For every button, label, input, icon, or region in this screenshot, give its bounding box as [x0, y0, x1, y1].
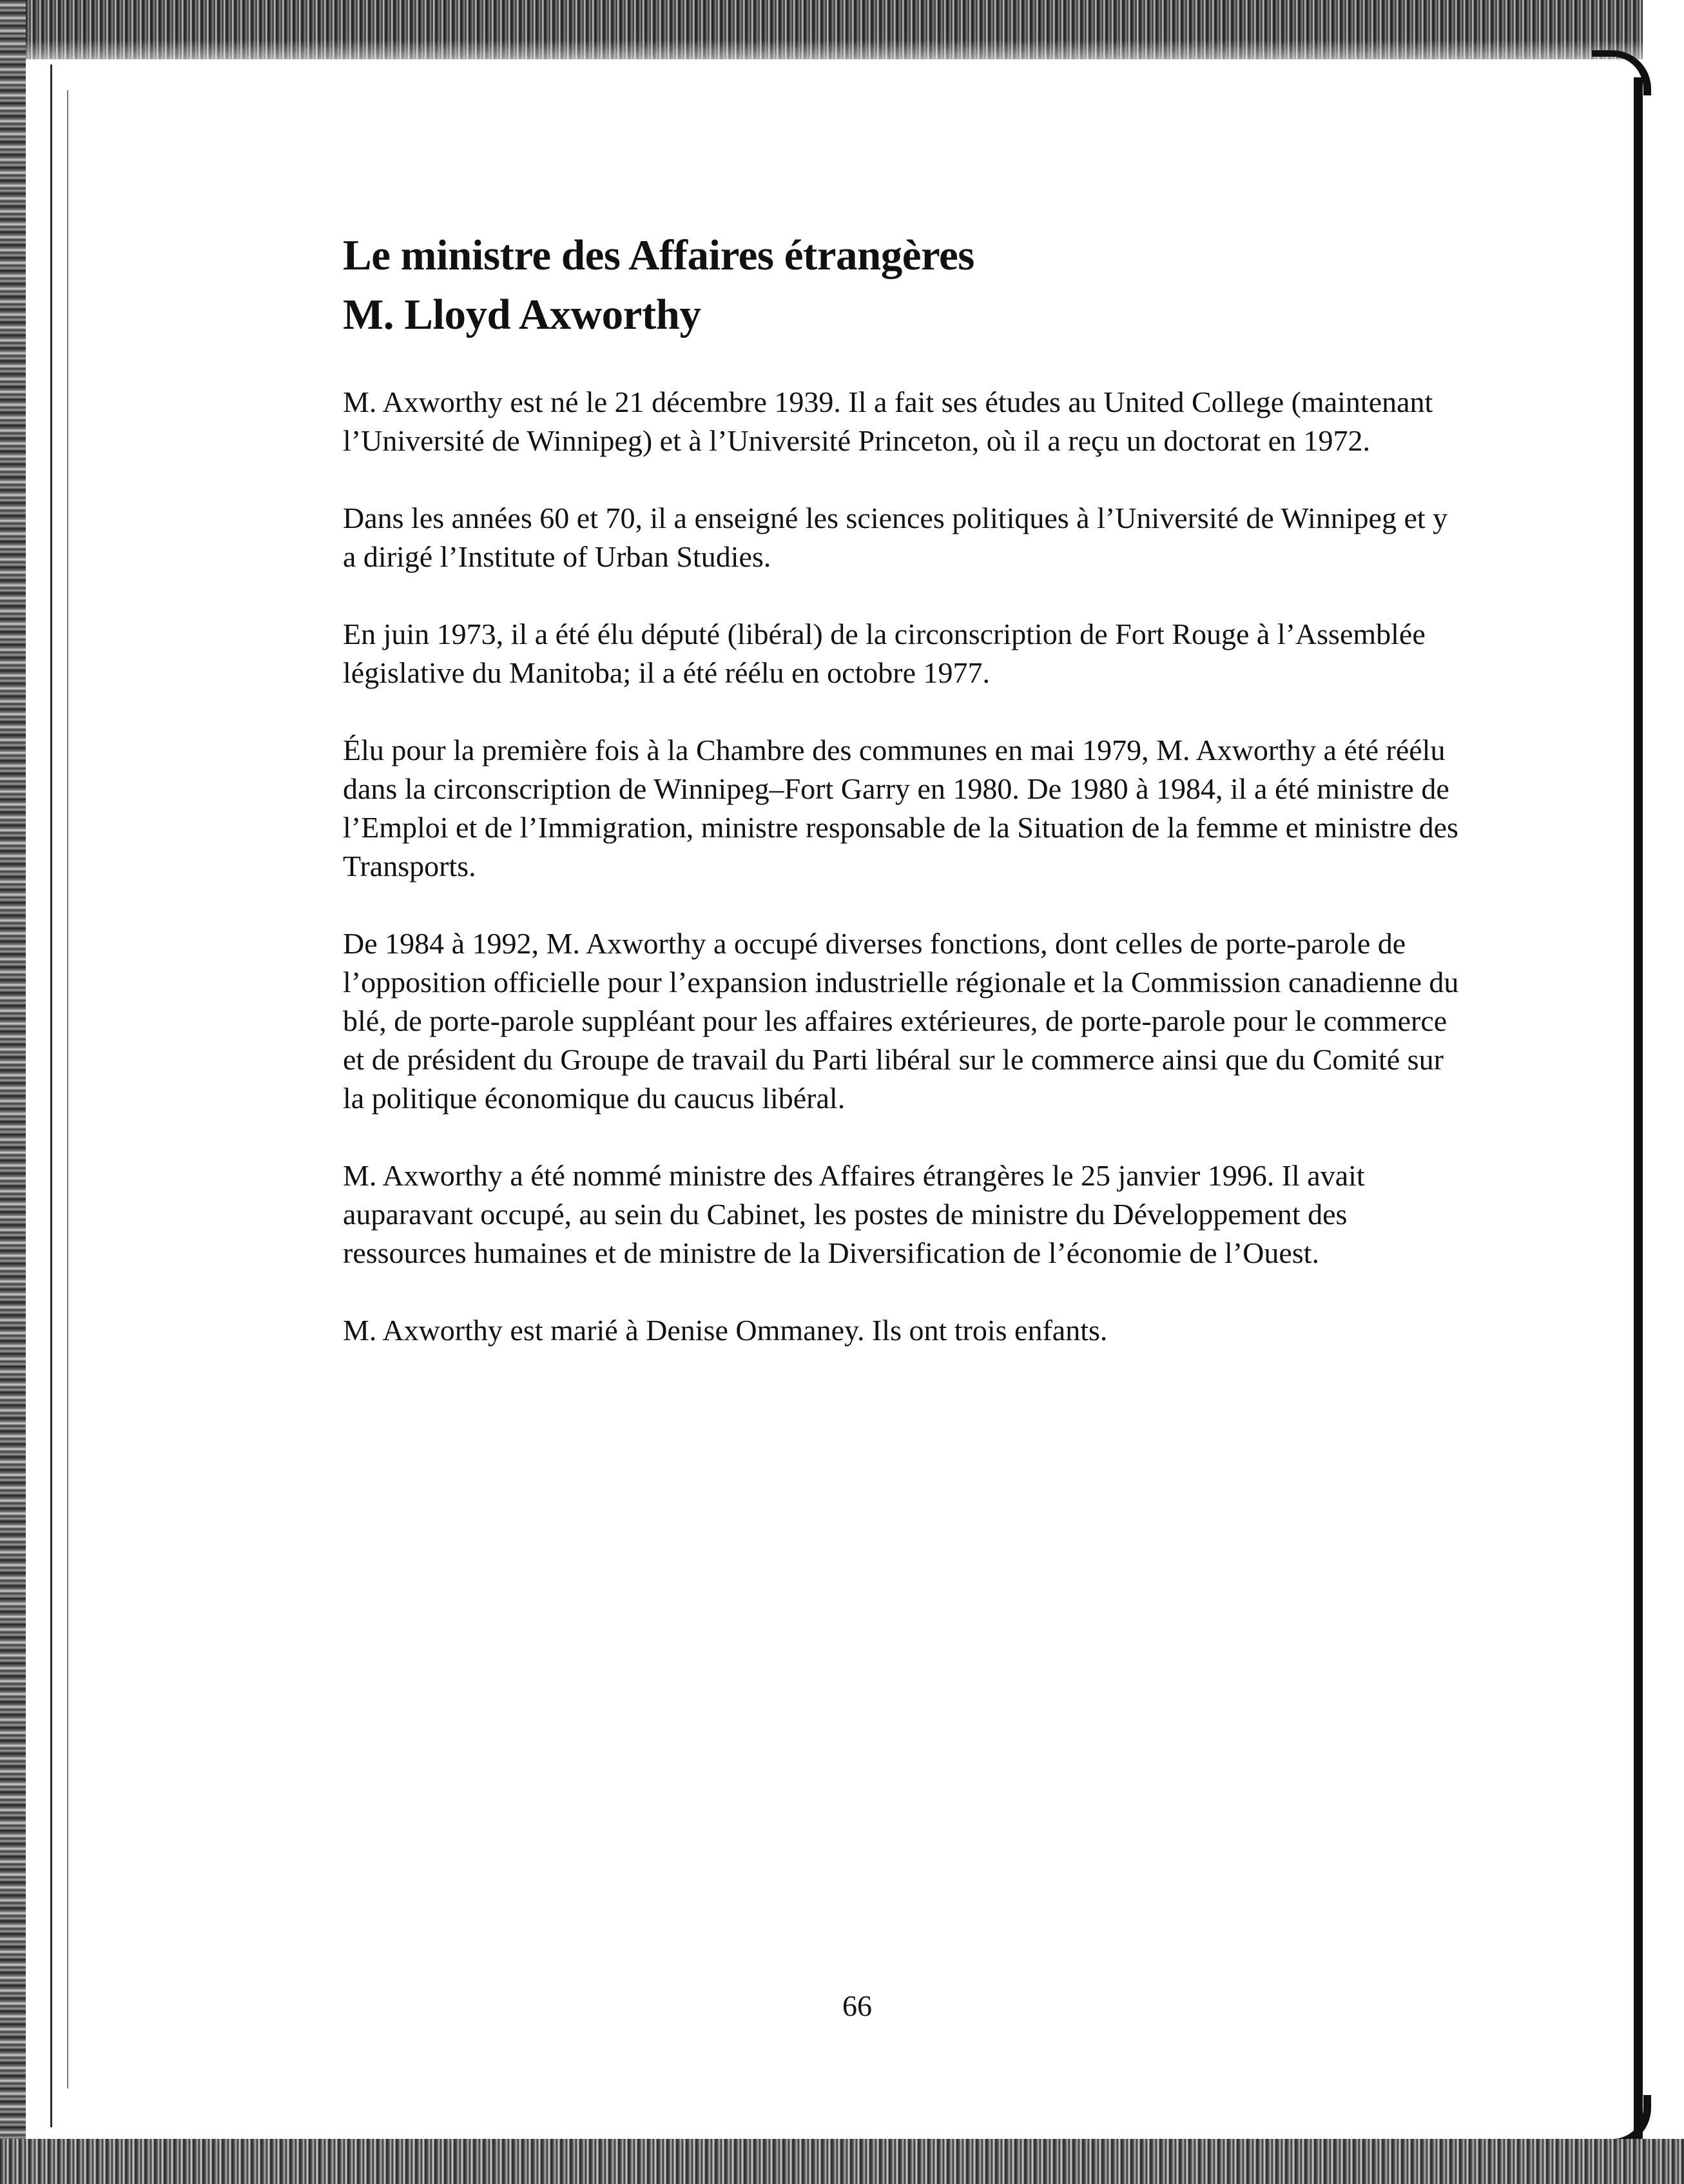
gutter-line: [67, 90, 68, 2089]
paragraph-commons-election: Élu pour la première fois à la Chambre des communes en mai 1979, M. Axworthy a été réélu dans la circonscription de Winnipeg–Fort Garry en 1980. De 1980 à 1984, il a été ministre de l’Emploi et de l’Immigration, ministre responsable de la Situation de la femme et ministre des Transports.: [343, 734, 1458, 882]
paragraph-birth-education: M. Axworthy est né le 21 décembre 1939. Il a fait ses études au United College (maintenant l’Université de Winnipeg) et à l’Université Princeton, où il a reçu un doctorat en 1972.: [343, 385, 1433, 457]
scan-border-right: [1634, 77, 1643, 2140]
title-line-2: M. Lloyd Axworthy: [343, 291, 701, 338]
paragraph-family: M. Axworthy est marié à Denise Ommaney. Ils ont trois enfants.: [343, 1314, 1108, 1347]
title-line-1: Le ministre des Affaires étrangères: [343, 231, 974, 279]
paragraph-opposition-roles: De 1984 à 1992, M. Axworthy a occupé diverses fonctions, dont celles de porte-parole de l’opposition officielle pour l’expansion industrielle régionale et la Commission canadienne du blé, de porte-parole suppléant pour les affaires extérieures, de porte-parole pour le commerce et de président du Groupe de travail du Parti libéral sur le commerce ainsi que du Comité sur la politique économique du caucus libéral.: [343, 927, 1459, 1115]
document-body: [343, 226, 1464, 1389]
paragraph-teaching: Dans les années 60 et 70, il a enseigné les sciences politiques à l’Université de Winnipeg et y a dirigé l’Institute of Urban Studies.: [343, 502, 1448, 573]
page-number: 66: [842, 1989, 872, 2022]
page-title: [343, 226, 1464, 344]
scan-border-top: [0, 0, 1684, 59]
gutter-line: [50, 64, 52, 2127]
scan-margin-right: [1643, 0, 1684, 2184]
scan-border-bottom: [0, 2139, 1684, 2184]
paragraph-manitoba-election: En juin 1973, il a été élu député (libéral) de la circonscription de Fort Rouge à l’Assemblée législative du Manitoba; il a été réélu en octobre 1977.: [343, 618, 1426, 689]
scan-border-left: [0, 0, 26, 2184]
paragraph-foreign-affairs: M. Axworthy a été nommé ministre des Affaires étrangères le 25 janvier 1996. Il avait auparavant occupé, au sein du Cabinet, les postes de ministre du Développement des ressources humaines et de ministre de la Diversification de l’économie de l’Ouest.: [343, 1159, 1365, 1269]
